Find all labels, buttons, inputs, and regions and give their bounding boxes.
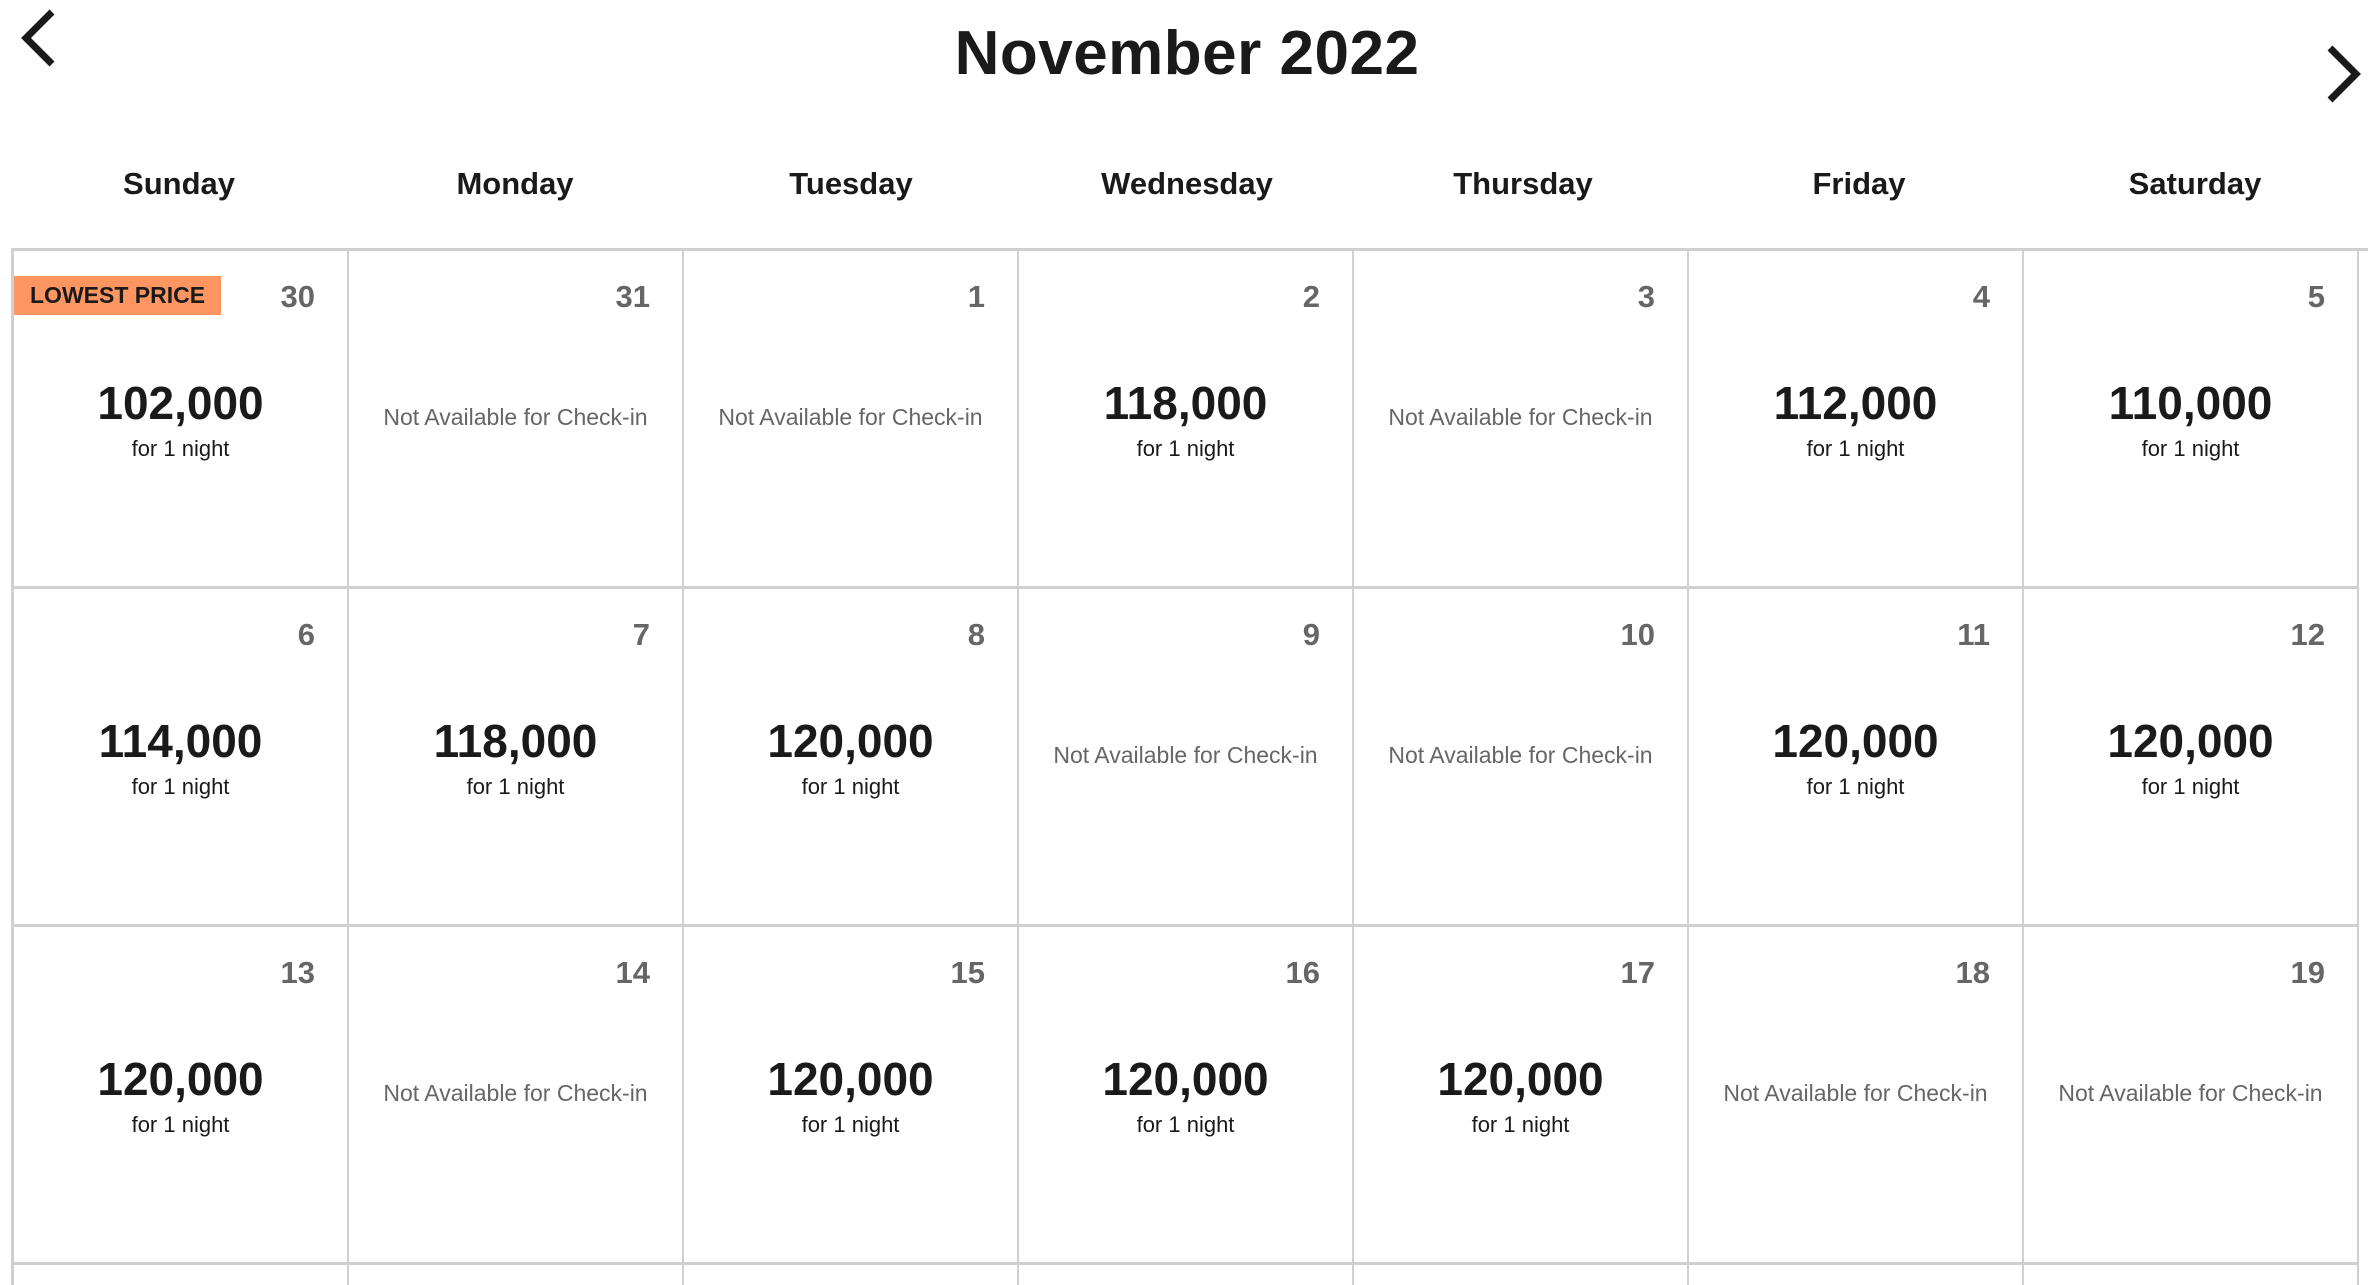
nights-label: for 1 night xyxy=(1136,436,1235,461)
price: 120,000 xyxy=(2107,715,2274,767)
weekday-label: Tuesday xyxy=(789,166,913,201)
not-available-label: Not Available for Check-in xyxy=(383,1080,648,1106)
day-number: 10 xyxy=(1620,617,1655,652)
price: 120,000 xyxy=(767,1053,934,1105)
calendar-week xyxy=(14,589,2368,927)
day-number: 4 xyxy=(1972,279,1990,314)
price: 118,000 xyxy=(1103,377,1268,429)
price: 120,000 xyxy=(1437,1053,1604,1105)
not-available-label: Not Available for Check-in xyxy=(1388,404,1653,430)
price: 120,000 xyxy=(97,1053,264,1105)
day-number: 13 xyxy=(280,955,315,990)
day-number: 30 xyxy=(280,279,315,314)
not-available-label: Not Available for Check-in xyxy=(383,404,648,430)
nights-label: for 1 night xyxy=(1136,1112,1235,1137)
calendar-day xyxy=(1354,1265,1689,1285)
month-title: November 2022 xyxy=(954,19,1420,88)
chevron-right-icon xyxy=(2312,40,2372,110)
price: 120,000 xyxy=(1772,715,1939,767)
nights-label: for 1 night xyxy=(2141,774,2240,799)
not-available-label: Not Available for Check-in xyxy=(1723,1080,1988,1106)
day-number: 1 xyxy=(967,279,985,314)
nights-label: for 1 night xyxy=(801,774,900,799)
not-available-label: Not Available for Check-in xyxy=(718,404,983,430)
day-number: 15 xyxy=(950,955,985,990)
day-number: 11 xyxy=(1957,617,1990,652)
nights-label: for 1 night xyxy=(801,1112,900,1137)
calendar-day[interactable] xyxy=(349,589,684,927)
calendar-day xyxy=(2024,1265,2359,1285)
calendar-day[interactable] xyxy=(1689,251,2024,589)
calendar-day[interactable] xyxy=(1019,251,1354,589)
lowest-price-badge: LOWEST PRICE xyxy=(14,276,221,315)
nights-label: for 1 night xyxy=(1806,436,1905,461)
price: 118,000 xyxy=(433,715,598,767)
not-available-label: Not Available for Check-in xyxy=(1053,742,1318,768)
day-number: 14 xyxy=(615,955,650,990)
day-number: 2 xyxy=(1302,279,1320,314)
weekday-label: Sunday xyxy=(123,166,235,201)
day-number: 3 xyxy=(1637,279,1655,314)
calendar-day[interactable] xyxy=(684,927,1019,1265)
calendar-day xyxy=(1689,927,2024,1265)
calendar-day xyxy=(1019,1265,1354,1285)
calendar-week xyxy=(14,1265,2368,1285)
day-number: 8 xyxy=(967,617,985,652)
calendar-day xyxy=(349,927,684,1265)
not-available-label: Not Available for Check-in xyxy=(1388,742,1653,768)
price: 120,000 xyxy=(1102,1053,1269,1105)
nights-label: for 1 night xyxy=(1806,774,1905,799)
price: 110,000 xyxy=(2108,377,2273,429)
calendar-day[interactable] xyxy=(1354,927,1689,1265)
day-number: 16 xyxy=(1285,955,1320,990)
calendar-day xyxy=(1689,1265,2024,1285)
day-number: 9 xyxy=(1302,617,1320,652)
day-number: 18 xyxy=(1955,955,1990,990)
day-number: 12 xyxy=(2290,617,2325,652)
calendar-week xyxy=(14,251,2368,589)
weekday-label: Thursday xyxy=(1453,166,1593,201)
weekday-label: Saturday xyxy=(2128,166,2262,201)
calendar-day[interactable] xyxy=(14,589,349,927)
calendar-day xyxy=(1354,251,1689,589)
day-number: 31 xyxy=(615,279,650,314)
calendar-day[interactable] xyxy=(14,251,349,589)
calendar-week xyxy=(14,927,2368,1265)
next-month-button[interactable] xyxy=(2312,40,2372,110)
calendar-day xyxy=(2024,927,2359,1265)
calendar-day[interactable] xyxy=(2024,589,2359,927)
nights-label: for 1 night xyxy=(466,774,565,799)
calendar-day xyxy=(349,1265,684,1285)
calendar-grid xyxy=(11,248,2368,1285)
day-number: 5 xyxy=(2307,279,2325,314)
day-number: 6 xyxy=(297,617,315,652)
weekday-label: Friday xyxy=(1812,166,1906,201)
nights-label: for 1 night xyxy=(131,774,230,799)
calendar-day[interactable] xyxy=(684,589,1019,927)
nights-label: for 1 night xyxy=(131,1112,230,1137)
price: 102,000 xyxy=(97,377,264,429)
weekday-header xyxy=(11,166,2363,202)
price: 114,000 xyxy=(98,715,263,767)
day-number: 7 xyxy=(632,617,650,652)
calendar-day[interactable] xyxy=(1019,927,1354,1265)
calendar-day xyxy=(1019,589,1354,927)
calendar-day xyxy=(684,251,1019,589)
nights-label: for 1 night xyxy=(1471,1112,1570,1137)
nights-label: for 1 night xyxy=(2141,436,2240,461)
price: 112,000 xyxy=(1773,377,1938,429)
calendar-day[interactable] xyxy=(2024,251,2359,589)
not-available-label: Not Available for Check-in xyxy=(2058,1080,2323,1106)
day-number: 19 xyxy=(2290,955,2325,990)
calendar-day[interactable] xyxy=(1689,589,2024,927)
calendar-day xyxy=(349,251,684,589)
day-number: 17 xyxy=(1620,955,1655,990)
weekday-label: Monday xyxy=(456,166,574,201)
calendar-day xyxy=(1354,589,1689,927)
calendar-day xyxy=(684,1265,1019,1285)
price: 120,000 xyxy=(767,715,934,767)
weekday-label: Wednesday xyxy=(1101,166,1273,201)
calendar-day[interactable] xyxy=(14,927,349,1265)
calendar-day xyxy=(14,1265,349,1285)
nights-label: for 1 night xyxy=(131,436,230,461)
